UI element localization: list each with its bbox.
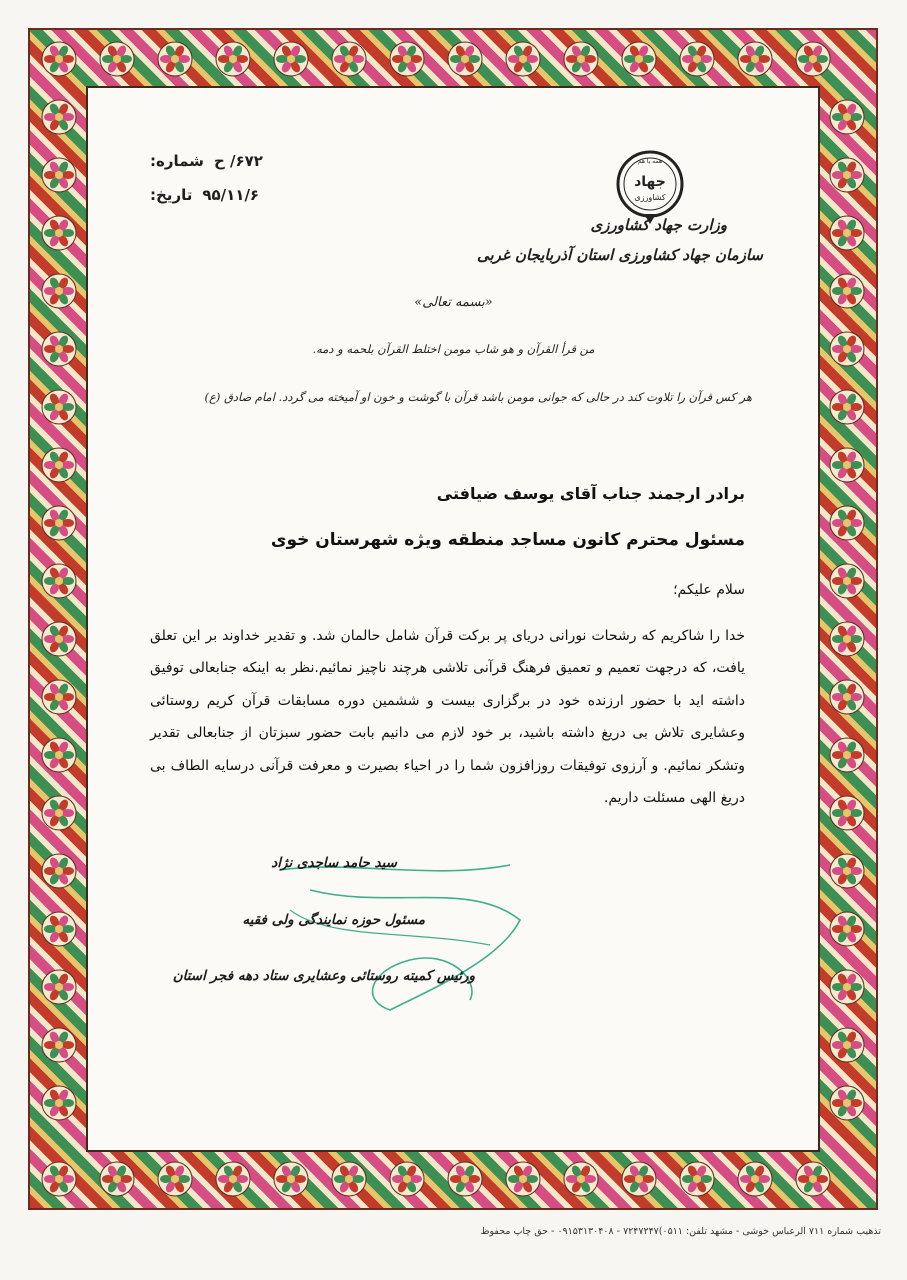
frame-flower-motif	[738, 42, 772, 76]
frame-flower-motif	[506, 42, 540, 76]
frame-flower-motif	[42, 448, 76, 482]
frame-flower-motif	[830, 100, 864, 134]
frame-flower-motif	[274, 42, 308, 76]
frame-flower-motif	[158, 42, 192, 76]
organization-name: سازمان جهاد کشاورزی استان آذربایجان غربی	[476, 246, 763, 264]
frame-flower-motif	[680, 42, 714, 76]
frame-flower-motif	[830, 158, 864, 192]
frame-flower-motif	[216, 42, 250, 76]
frame-flower-motif	[830, 1028, 864, 1062]
frame-flower-motif	[100, 42, 134, 76]
logo-sub-text: کشاورزی	[634, 193, 666, 202]
frame-flower-motif	[830, 216, 864, 250]
date-label: تاریخ:	[150, 186, 193, 204]
basmala: «بسمه تعالی»	[414, 295, 493, 310]
frame-flower-motif	[42, 1162, 76, 1196]
logo-main-text: جهاد	[634, 174, 666, 190]
frame-flower-motif	[830, 506, 864, 540]
addressee-name: برادر ارجمند جناب آقای یوسف ضیافتی	[436, 484, 745, 503]
ministry-name: وزارت جهاد کشاورزی	[590, 216, 727, 234]
frame-flower-motif	[42, 42, 76, 76]
frame-flower-motif	[830, 622, 864, 656]
frame-flower-motif	[42, 564, 76, 598]
letter-body: خدا را شاکریم که رشحات نورانی دریای پر برکت قرآن شامل حالمان شد. و تقدیر خداوند بر این تعلق یافت، که درجهت تعمیم و تعمیق فرهنگ قرآنی تلاشی هرچند ناچیز نمائیم.نظر به اینکه جنابعالی توفیق داشته اید با حضور ارزنده خود در برگزاری بیست و ششمین دوره مسابقات قرآن کریم روستائی وعشایری تلاش بی دریغ داشته باشید، بر خود لازم می دانیم بابت حضور سبزتان از جنابعالی تقدیر وتشکر نمائیم. و آرزوی توفیقات روزافزون شما را در احیاء بصیرت و معرفت قرآنی درسایه الطاف بی دریغ الهی مسئلت داریم.	[150, 628, 745, 807]
frame-flower-motif	[42, 854, 76, 888]
signer-title-1: مسئول حوزه نمایندگی ولی فقیه	[242, 912, 425, 928]
letter-number	[150, 152, 300, 170]
print-footer: تذهیب شماره ۷۱۱ الرعباس خوشی - مشهد تلفن: ۰۵۱۱)۷۲۴۷۲۴۷ - ۰۹۱۵۳۱۳۰۴۰۸ - حق چاپ محفوظ	[480, 1226, 881, 1237]
frame-flower-motif	[42, 680, 76, 714]
frame-flower-motif	[42, 912, 76, 946]
frame-flower-motif	[42, 100, 76, 134]
frame-flower-motif	[390, 42, 424, 76]
frame-flower-motif	[42, 1028, 76, 1062]
frame-flower-motif	[448, 1162, 482, 1196]
frame-flower-motif	[42, 970, 76, 1004]
frame-flower-motif	[42, 506, 76, 540]
frame-flower-motif	[738, 1162, 772, 1196]
frame-flower-motif	[506, 1162, 540, 1196]
frame-flower-motif	[564, 1162, 598, 1196]
frame-flower-motif	[42, 622, 76, 656]
logo-top-text: همه با هم	[637, 158, 663, 165]
frame-flower-motif	[830, 680, 864, 714]
frame-flower-motif	[622, 42, 656, 76]
frame-flower-motif	[830, 564, 864, 598]
frame-flower-motif	[564, 42, 598, 76]
frame-flower-motif	[332, 1162, 366, 1196]
frame-flower-motif	[158, 1162, 192, 1196]
frame-flower-motif	[622, 1162, 656, 1196]
letter-date	[150, 186, 300, 204]
signer-name: سید حامد ساجدی نژاد	[271, 855, 397, 871]
frame-flower-motif	[274, 1162, 308, 1196]
date-value: ۹۵/۱۱/۶	[202, 186, 260, 204]
number-label: شماره:	[150, 152, 204, 170]
frame-flower-motif	[830, 912, 864, 946]
hadith-persian: هر کس قرآن را تلاوت کند در حالی که جوانی مومن باشد قرآن با گوشت و خون او آمیخته می گردد. امام صادق (ع)	[204, 390, 752, 404]
frame-flower-motif	[830, 738, 864, 772]
frame-flower-motif	[216, 1162, 250, 1196]
frame-flower-motif	[830, 796, 864, 830]
frame-flower-motif	[42, 738, 76, 772]
hadith-arabic: من قرأ القرآن و هو شاب مومن اختلط القرآن بلحمه و دمه.	[312, 342, 595, 356]
handwritten-signature	[270, 850, 530, 1020]
signer-title-2: ورئیس کمیته روستائی وعشایری ستاد دهه فجر استان	[172, 968, 475, 984]
greeting: سلام علیکم؛	[673, 582, 745, 598]
frame-flower-motif	[796, 1162, 830, 1196]
frame-flower-motif	[448, 42, 482, 76]
frame-flower-motif	[42, 216, 76, 250]
frame-flower-motif	[830, 448, 864, 482]
frame-flower-motif	[830, 854, 864, 888]
frame-flower-motif	[42, 158, 76, 192]
number-value: ۶۷۲/ ح	[213, 152, 263, 170]
frame-flower-motif	[42, 1086, 76, 1120]
frame-flower-motif	[100, 1162, 134, 1196]
frame-flower-motif	[830, 390, 864, 424]
frame-flower-motif	[830, 1086, 864, 1120]
frame-flower-motif	[680, 1162, 714, 1196]
frame-flower-motif	[796, 42, 830, 76]
frame-flower-motif	[332, 42, 366, 76]
frame-flower-motif	[42, 796, 76, 830]
frame-flower-motif	[830, 970, 864, 1004]
frame-flower-motif	[42, 390, 76, 424]
addressee-title: مسئول محترم کانون مساجد منطقه ویژه شهرستان خوی	[270, 530, 745, 550]
frame-flower-motif	[390, 1162, 424, 1196]
